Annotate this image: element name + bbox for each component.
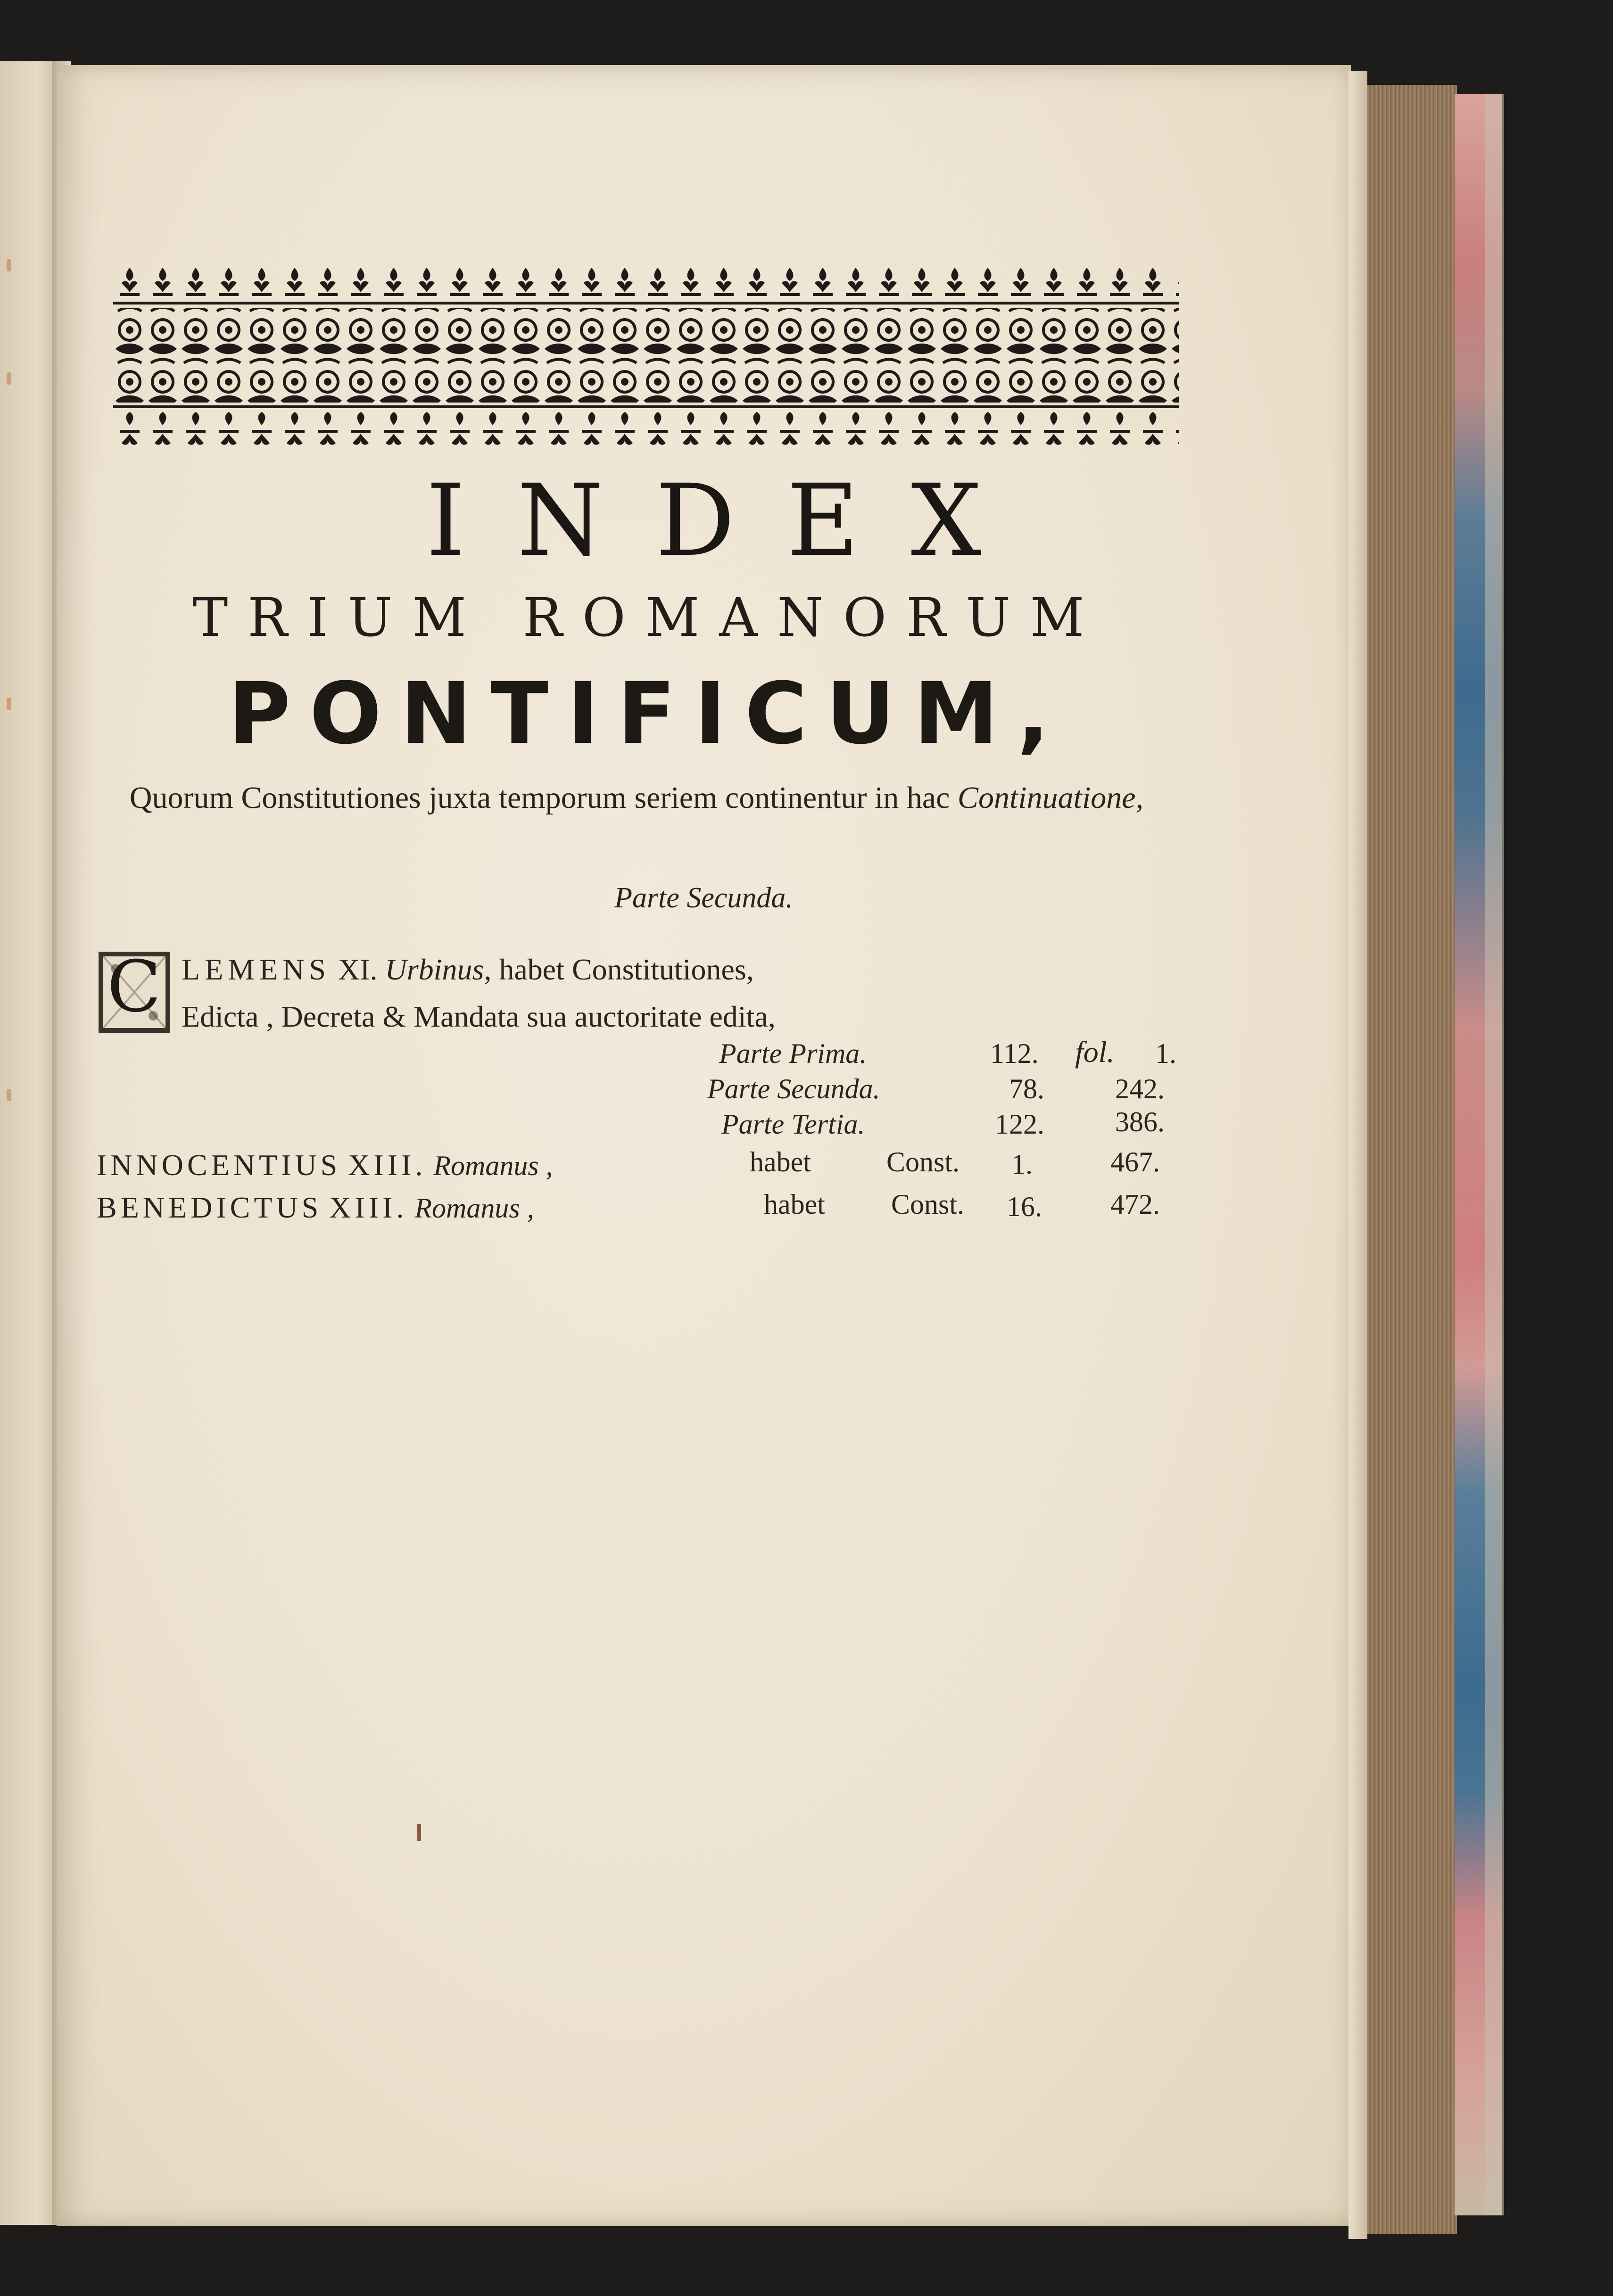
fol-label: fol. <box>1075 1035 1115 1069</box>
subtitle-italic: Continuatione, <box>957 781 1144 815</box>
entry-name: INNOCENTIUS <box>97 1148 341 1182</box>
entry-number: XIII. <box>329 1191 408 1224</box>
part-label: Parte Tertia. <box>721 1109 865 1140</box>
part-folio: 1. <box>1155 1038 1176 1069</box>
subtitle <box>94 782 1179 814</box>
left-page-edge <box>0 61 60 2225</box>
clemens-number: XI. <box>338 953 378 986</box>
decorated-initial-c <box>97 946 172 1035</box>
entry-count: 1. <box>1011 1149 1033 1180</box>
clemens-line-1 <box>182 952 754 987</box>
clemens-origin: Urbinus <box>385 953 484 986</box>
cover-edge <box>1485 94 1504 2215</box>
ink-speck <box>7 1089 11 1101</box>
entry-innocentius <box>97 1150 553 1180</box>
entry-const: Const. <box>891 1189 965 1220</box>
entry-origin: Romanus , <box>414 1193 534 1224</box>
clemens-name: LEMENS <box>182 953 331 986</box>
clemens-rest: , habet Constitutiones, <box>484 953 754 986</box>
title-line-trium-romanorum: TRIUM ROMANORUM <box>192 587 1104 649</box>
entry-const: Const. <box>886 1146 960 1177</box>
entry-origin: Romanus , <box>433 1150 553 1181</box>
index-title: INDEX <box>426 463 1034 578</box>
ornamental-headpiece <box>113 264 1179 448</box>
page-fore-edge <box>1348 71 1367 2239</box>
part-heading: Parte Secunda. <box>614 882 793 914</box>
subtitle-text: Quorum Constitutiones juxta temporum seriem continentur in hac <box>129 781 950 815</box>
paper-mark <box>417 1824 421 1841</box>
part-label: Parte Prima. <box>719 1038 867 1069</box>
ink-speck <box>7 698 11 710</box>
clemens-line-2: Edicta , Decreta & Mandata sua auctoritate edita, <box>182 1000 776 1033</box>
ink-speck <box>7 372 11 385</box>
part-folio: 386. <box>1115 1106 1165 1137</box>
entry-folio: 472. <box>1110 1189 1160 1220</box>
entry-number: XIII. <box>348 1148 427 1182</box>
entry-folio: 467. <box>1110 1146 1160 1177</box>
part-count: 78. <box>1009 1073 1044 1104</box>
part-folio: 242. <box>1115 1073 1165 1104</box>
ink-speck <box>7 259 11 272</box>
part-count: 112. <box>990 1038 1039 1069</box>
title-line-pontificum: PONTIFICUM, <box>228 665 1068 763</box>
part-count: 122. <box>995 1109 1044 1140</box>
entry-habet: habet <box>750 1146 811 1177</box>
part-label: Parte Secunda. <box>707 1073 880 1104</box>
entry-habet: habet <box>764 1189 825 1220</box>
dropcap-letter: C <box>107 946 161 1028</box>
entry-name: BENEDICTUS <box>97 1191 323 1224</box>
entry-count: 16. <box>1007 1191 1042 1222</box>
page-stack-edge <box>1363 85 1457 2234</box>
entry-benedictus <box>97 1193 534 1223</box>
